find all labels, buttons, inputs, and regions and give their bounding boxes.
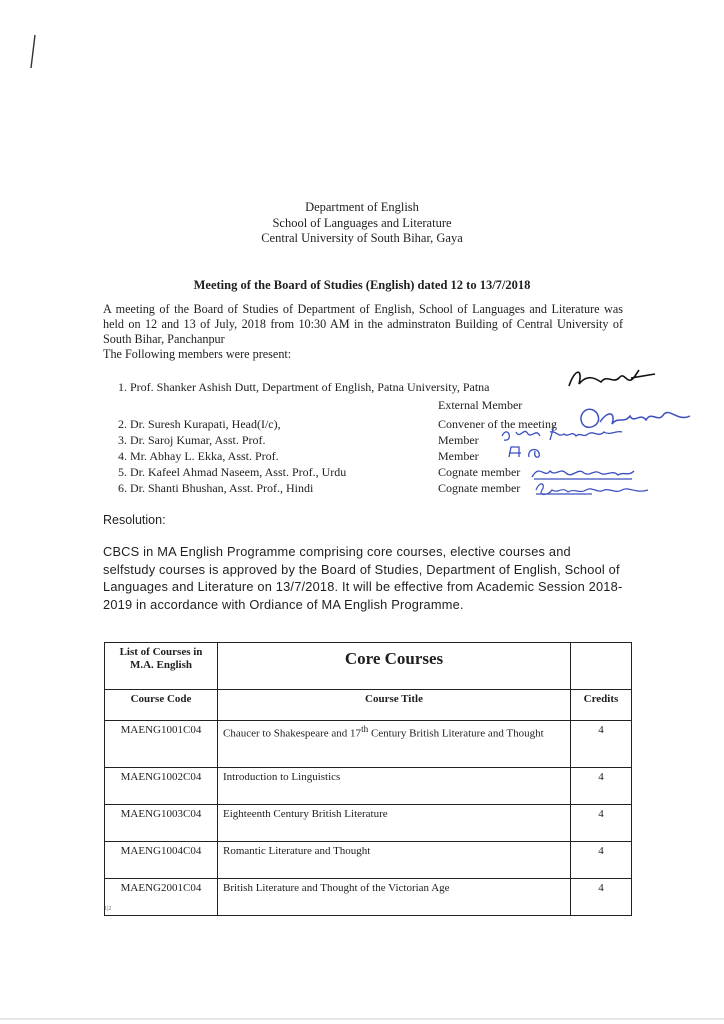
member-5-role: Cognate member (438, 465, 521, 479)
member-6-name: 6. Dr. Shanti Bhushan, Asst. Prof., Hindi (118, 481, 314, 495)
member-1-role: External Member (438, 398, 523, 412)
school-name: School of Languages and Literature (272, 215, 452, 230)
table-row (105, 768, 632, 805)
course-title: Eighteenth Century British Literature (218, 805, 571, 842)
members-present-line: The Following members were present: (103, 347, 292, 361)
course-code-header: Course Code (105, 690, 218, 721)
page-number-mark: 1|2 (104, 906, 112, 912)
letterhead (0, 200, 724, 247)
course-title: Romantic Literature and Thought (218, 842, 571, 879)
course-credits: 4 (571, 805, 632, 842)
course-title: British Literature and Thought of the Victorian Age (218, 879, 571, 916)
course-title: Introduction to Linguistics (218, 768, 571, 805)
course-code: MAENG1001C04 (105, 721, 218, 768)
course-credits: 4 (571, 879, 632, 916)
list-of-courses-header: List of Courses in M.A. English (105, 643, 218, 690)
course-title (218, 721, 571, 768)
scan-edge-line (0, 1018, 724, 1020)
table-row (105, 842, 632, 879)
table-column-headers (105, 690, 632, 721)
member-5-name: 5. Dr. Kafeel Ahmad Naseem, Asst. Prof., Urdu (118, 465, 347, 479)
member-4-name: 4. Mr. Abhay L. Ekka, Asst. Prof. (118, 449, 279, 463)
member-2-role: Convener of the meeting (438, 417, 557, 431)
member-2-name: 2. Dr. Suresh Kurapati, Head(I/c), (118, 417, 281, 431)
member-1-name: 1. Prof. Shanker Ashish Dutt, Department of English, Patna University, Patna (118, 380, 490, 394)
core-courses-title: Core Courses (218, 643, 571, 690)
credits-header: Credits (571, 690, 632, 721)
member-4-role: Member (438, 449, 479, 463)
resolution-text: CBCS in MA English Programme comprising core courses, elective courses and selfstudy courses is approved by the Board of Studies, Department of English, School of Languages and Literature on 13/7/2018. It will be effective from Academic Session 2018-2019 in accordance with Ordiance of MA English Programme. (103, 544, 623, 612)
signature-member-4 (505, 443, 549, 461)
table-header-row (105, 643, 632, 690)
course-code: MAENG1003C04 (105, 805, 218, 842)
course-title-header: Course Title (218, 690, 571, 721)
signature-member-6 (532, 478, 652, 498)
member-6-role: Cognate member (438, 481, 521, 495)
table-row (105, 721, 632, 768)
meeting-intro (103, 302, 623, 362)
course-title-part: Chaucer to Shakespeare and 17 (223, 727, 362, 740)
course-credits: 4 (571, 842, 632, 879)
course-code: MAENG2001C04 (105, 879, 218, 916)
course-credits: 4 (571, 768, 632, 805)
course-credits: 4 (571, 721, 632, 768)
department-name: Department of English (305, 200, 419, 214)
intro-paragraph: A meeting of the Board of Studies of Department of English, School of Languages and Literature was held on 12 and 13 of July, 2018 from 10:30 AM in the adminstraton Building of Central University of South Bihar, Panchanpur (103, 302, 623, 346)
member-3-role: Member (438, 433, 479, 447)
member-3-name: 3. Dr. Saroj Kumar, Asst. Prof. (118, 433, 266, 447)
core-courses-table (104, 642, 632, 916)
university-name: Central University of South Bihar, Gaya (261, 231, 463, 245)
resolution-label: Resolution: (103, 513, 166, 527)
meeting-title: Meeting of the Board of Studies (English) dated 12 to 13/7/2018 (193, 278, 531, 292)
course-code: MAENG1004C04 (105, 842, 218, 879)
table-row (105, 879, 632, 916)
table-row (105, 805, 632, 842)
course-title-part: Century British Literature and Thought (368, 727, 544, 740)
signature-member-3 (498, 420, 628, 444)
course-title-superscript: th (361, 724, 369, 734)
signature-member-1 (565, 364, 665, 394)
empty-header-cell (571, 643, 632, 690)
course-code: MAENG1002C04 (105, 768, 218, 805)
pen-stroke-mark (28, 34, 38, 70)
